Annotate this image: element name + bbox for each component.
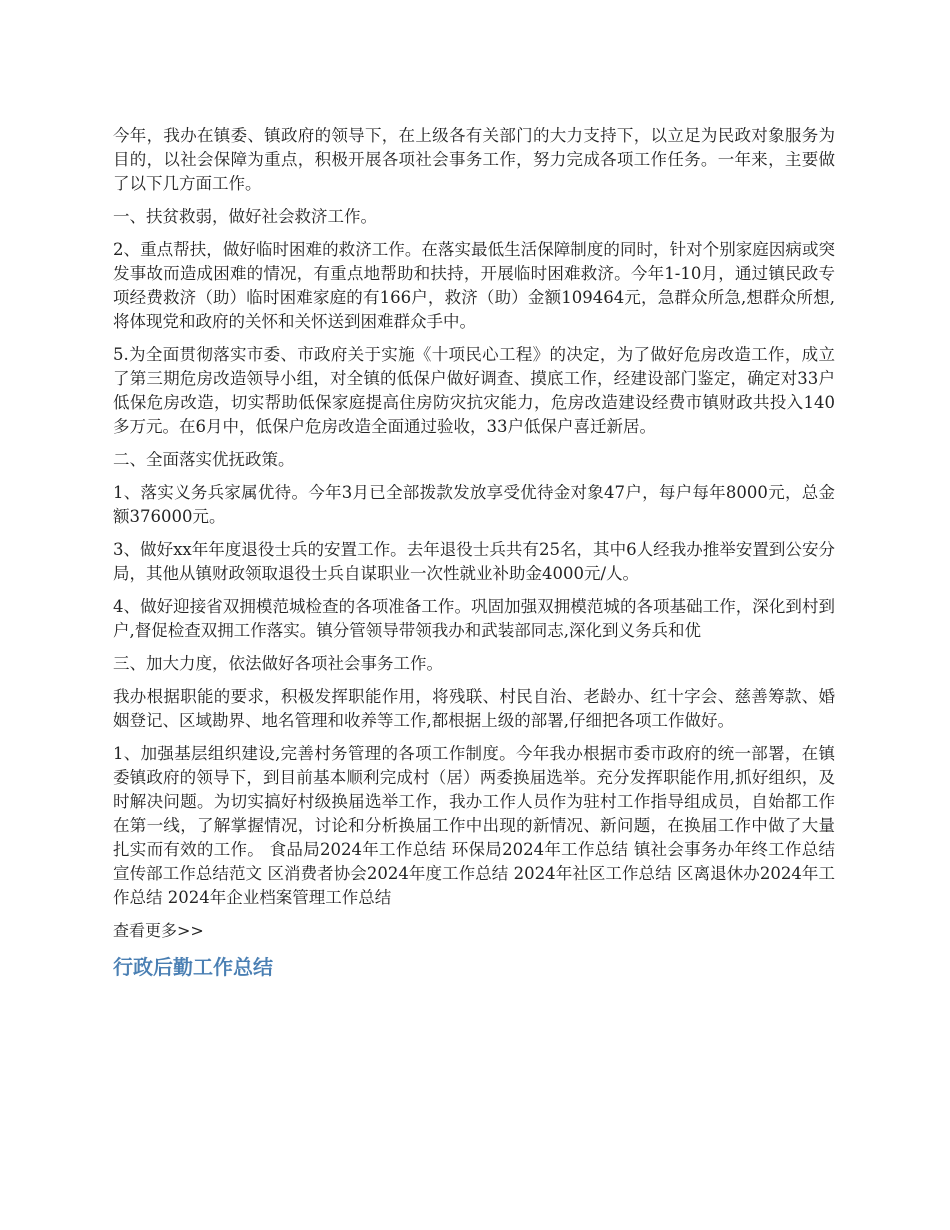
next-section-title[interactable]: 行政后勤工作总结 <box>113 955 273 979</box>
paragraph-veterans: 3、做好xx年年度退役士兵的安置工作。去年退役士兵共有25名，其中6人经我办推举安置到公安分局，其他从镇财政领取退役士兵自谋职业一次性就业补助金4000元/人。 <box>113 540 835 583</box>
document-body <box>113 124 835 981</box>
paragraph-relief: 2、重点帮扶，做好临时困难的救济工作。在落实最低生活保障制度的同时，针对个别家庭因病或突发事故而造成困难的情况，有重点地帮助和扶持，开展临时困难救济。今年1-10月，通过镇民政专项经费救济（助）临时困难家庭的有166户，救济（助）金额109464元，急群众所急,想群众所想,将体现党和政府的关怀和关怀送到困难群众手中。 <box>113 240 835 331</box>
paragraph-model-city: 4、做好迎接省双拥模范城检查的各项准备工作。巩固加强双拥模范城的各项基础工作，深化到村到户,督促检查双拥工作落实。镇分管领导带领我办和武装部同志,深化到义务兵和优 <box>113 597 835 640</box>
paragraph-military-family: 1、落实义务兵家属优待。今年3月已全部拨款发放享受优待金对象47户，每户每年8000元，总金额376000元。 <box>113 483 835 526</box>
heading-section-3: 三、加大力度，依法做好各项社会事务工作。 <box>113 654 443 673</box>
heading-section-1: 一、扶贫救弱，做好社会救济工作。 <box>113 207 377 226</box>
paragraph-grassroots: 1、加强基层组织建设,完善村务管理的各项工作制度。今年我办根据市委市政府的统一部署，在镇委镇政府的领导下，到目前基本顺利完成村（居）两委换届选举。充分发挥职能作用,抓好组织，及时解决问题。为切实搞好村级换届选举工作，我办工作人员作为驻村工作指导组成员，自始都工作在第一线，了解掌握情况，讨论和分析换届工作中出现的新情况、新问题，在换届工作中做了大量扎实而有效的工作。 食品局2024年工作总结 环保局2024年工作总结 镇社会事务办年终工作总结 宣传部工作总结范文 区消费者协会2024年度工作总结 2024年社区工作总结 区离退休办2024年工作总结 2024年企业档案管理工作总结 <box>113 744 835 907</box>
see-more-link[interactable]: 查看更多>> <box>113 921 204 940</box>
heading-section-2: 二、全面落实优抚政策。 <box>113 450 295 469</box>
paragraph-housing: 5.为全面贯彻落实市委、市政府关于实施《十项民心工程》的决定，为了做好危房改造工作，成立了第三期危房改造领导小组，对全镇的低保户做好调查、摸底工作，经建设部门鉴定，确定对33户低保危房改造，切实帮助低保家庭提高住房防灾抗灾能力，危房改造建设经费市镇财政共投入140多万元。在6月中，低保户危房改造全面通过验收，33户低保户喜迁新居。 <box>113 345 835 436</box>
paragraph-intro: 今年，我办在镇委、镇政府的领导下，在上级各有关部门的大力支持下，以立足为民政对象服务为目的，以社会保障为重点，积极开展各项社会事务工作，努力完成各项工作任务。一年来，主要做了以下几方面工作。 <box>113 126 835 193</box>
paragraph-functions: 我办根据职能的要求，积极发挥职能作用，将残联、村民自治、老龄办、红十字会、慈善筹款、婚姻登记、区域勘界、地名管理和收养等工作,都根据上级的部署,仔细把各项工作做好。 <box>113 687 835 730</box>
